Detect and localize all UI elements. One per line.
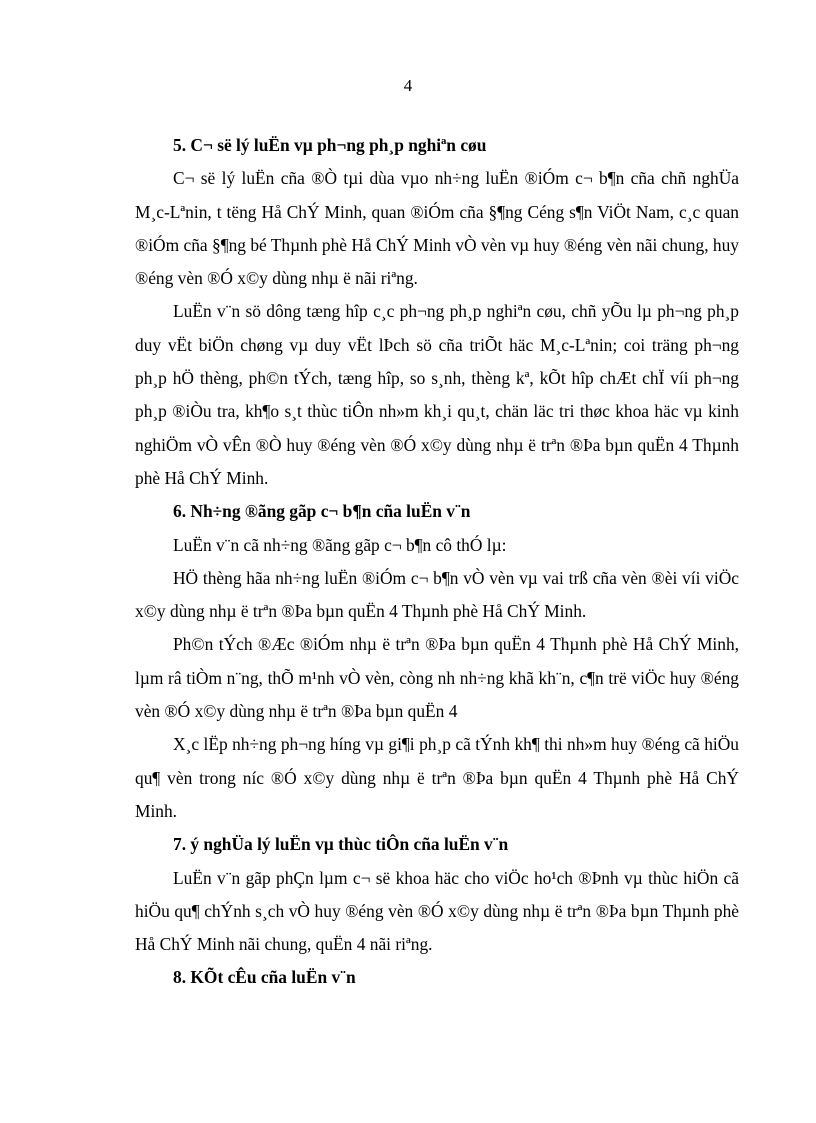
paragraph: LuËn v¨n sö dông tæng hîp c¸c ph¬ng ph¸p nghiªn cøu, chñ yÕu lµ ph¬ng ph¸p duy vËt biÖn chøng vµ duy vËt lÞch sö cña triÕt häc M¸c-Lªnin; coi träng ph¬ng ph¸p hÖ thèng, ph©n tÝch, tæng hîp, so s¸nh, thèng kª, kÕt hîp chÆt chÏ víi ph¬ng ph¸p ®iÒu tra, kh¶o s¸t thùc tiÔn nh»m kh¸i qu¸t, chän läc tri thøc khoa häc vµ kinh nghiÖm vÒ vÊn ®Ò huy ®éng vèn ®Ó x©y dùng nhµ ë trªn ®Þa bµn quËn 4 Thµnh phè Hå ChÝ Minh.: [135, 301, 739, 488]
section-significance: [135, 828, 739, 961]
paragraph: Ph©n tÝch ®Æc ®iÓm nhµ ë trªn ®Þa bµn quËn 4 Thµnh phè Hå ChÝ Minh, lµm râ tiÒm n¨ng, thÕ m¹nh vÒ vèn, còng nh nh÷ng khã kh¨n, c¶n trë viÖc huy ®éng vèn ®Ó x©y dùng nhµ ë trªn ®Þa bµn quËn 4: [135, 634, 739, 722]
section-heading: 6. Nh÷ng ®ãng gãp c¬ b¶n cña luËn v¨n: [173, 501, 471, 522]
section-heading: 8. KÕt cÊu cña luËn v¨n: [173, 967, 356, 988]
page-number: 4: [403, 76, 413, 95]
paragraph: LuËn v¨n cã nh÷ng ®ãng gãp c¬ b¶n cô thÓ lµ:: [173, 534, 507, 555]
section-heading: 7. ý nghÜa lý luËn vµ thùc tiÔn cña luËn v¨n: [173, 834, 509, 855]
paragraph: C¬ së lý luËn cña ®Ò tµi dùa vµo nh÷ng luËn ®iÓm c¬ b¶n cña chñ nghÜa M¸c-Lªnin, t tëng Hå ChÝ Minh, quan ®iÓm cña §¶ng Céng s¶n ViÖt Nam, c¸c quan ®iÓm cña §¶ng bé Thµnh phè Hå ChÝ Minh vÒ vèn vµ huy ®éng vèn nãi chung, huy ®éng vèn ®Ó x©y dùng nhµ ë nãi riªng.: [135, 168, 739, 289]
section-contributions: [135, 495, 739, 828]
paragraph: HÖ thèng hãa nh÷ng luËn ®iÓm c¬ b¶n vÒ vèn vµ vai trß cña vèn ®èi víi viÖc x©y dùng nhµ ë trªn ®Þa bµn quËn 4 Thµnh phè Hå ChÝ Minh.: [135, 567, 739, 622]
section-structure: [135, 961, 739, 994]
paragraph: LuËn v¨n gãp phÇn lµm c¬ së khoa häc cho viÖc ho¹ch ®Þnh vµ thùc hiÖn cã hiÖu qu¶ chÝnh s¸ch vÒ huy ®éng vèn ®Ó x©y dùng nhµ ë trªn ®Þa bµn Thµnh phè Hå ChÝ Minh nãi chung, quËn 4 nãi riªng.: [135, 867, 739, 955]
paragraph: X¸c lËp nh÷ng ph¬ng híng vµ gi¶i ph¸p cã tÝnh kh¶ thi nh»m huy ®éng cã hiÖu qu¶ vèn trong níc ®Ó x©y dùng nhµ ë trªn ®Þa bµn quËn 4 Thµnh phè Hå ChÝ Minh.: [135, 734, 739, 821]
section-heading: 5. C¬ së lý luËn vµ ph¬ng ph¸p nghiªn cøu: [173, 135, 487, 155]
page-content: [135, 129, 739, 995]
section-methodology: [135, 129, 739, 495]
